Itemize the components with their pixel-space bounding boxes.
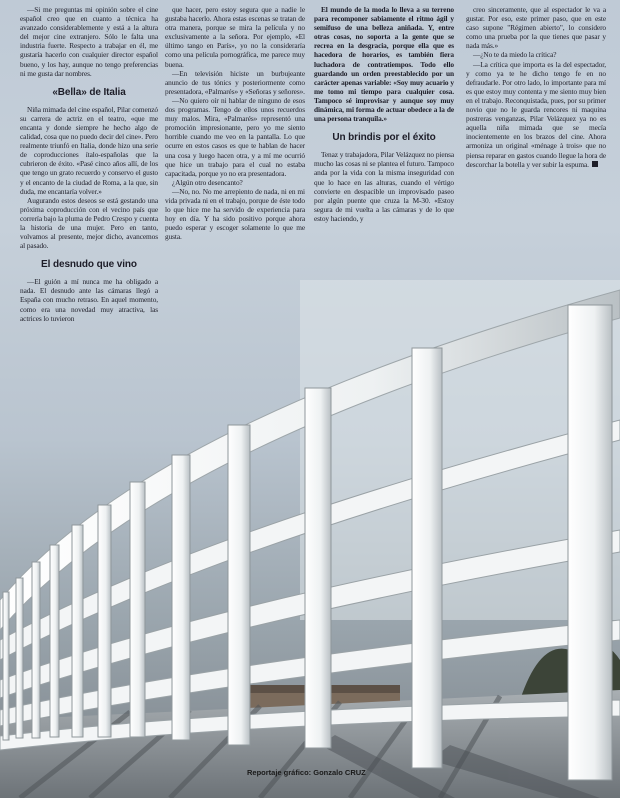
paragraph: Niña mimada del cine español, Pilar comenzó su carrera de actriz en el teatro, «que me encanta y donde siempre he hecho algo de calidad, cosa que no puedo decir del cine». Pero realmente triunfó en Italia, donde hizo una serie de coproducciones ítalo-españolas que la cubrieron de éxito. «Pasé cinco años allí, de los que tengo un grato recuerdo y conservo el gusto y el encanto de la ciudad de Roma, a la que, sin duda, me encantaría volver.» (20, 104, 158, 196)
paragraph: —El guión a mí nunca me ha obligado a nada. El desnudo ante las cámaras llegó a España con mucho retraso. En aquel momento, como era una novedad muy atractiva, las actrices lo tuvieron (20, 277, 158, 323)
paragraph: ¿Algún otro desencanto? (172, 177, 243, 187)
paragraph: Tenaz y trabajadora, Pilar Velázquez no piensa mucho las cosas ni se plantea el futuro. Tampoco anda por la vida con la misma inseguridad con que lo hace en las alturas, cuando el vértigo convierte en despacible un improvisado paseo por algún puente que cruza la M-30. «Estoy segura de mi vuelta a las cámaras y de lo que estoy haciendo, y (314, 150, 454, 223)
paragraph: —Si me preguntas mi opinión sobre el cine español creo que en cuanto a técnica ha avanzado considerablemente y está a la altura del mejor cine extranjero. Sólo le falta una industria fuerte. Respecto a trabajar en él, me gustaría hacerlo con cualquier director español bueno, y los hay, aunque no tengo preferencias ni me gusta dar nombres. (20, 5, 158, 78)
article-column-2 (165, 5, 305, 241)
article-column-3 (314, 5, 454, 223)
paragraph: que hacer, pero estoy segura que a nadie le gustaba hacerlo. Ahora estas escenas se tratan de otra manera, porque se mira la película y no exclusivamente a la señora. Por ejemplo, «El último tango en París», yo no la consideraría como una película pornográfica, me parece muy buena. (165, 5, 305, 69)
paragraph: —En televisión hiciste un burbujeante anuncio de tus tónics y posteriormente como presentadora, «Palmarés» y «Señoras y señores». (165, 68, 305, 96)
end-of-article-mark (592, 161, 598, 167)
paragraph: —No quiero oír ni hablar de ninguno de esos dos programas. Tengo de ellos unos recuerdos muy malos. Mira, «Palmarés» representó una promoción impresionante, pero yo me siento horrible cuando me veo en la pantalla. Lo que ocurre en estos casos es que te hablan de hacer una cosa y luego hacen otra, y a mí me ocurrió que hice un trabajo para el cual no estaba capacitada, porque yo no era presentadora. (165, 95, 305, 178)
paragraph-final (466, 60, 606, 169)
article-column-1 (20, 5, 158, 323)
subheading-el-desnudo-que-vino: El desnudo que vino (41, 259, 137, 271)
paragraph: —No, no. No me arrepiento de nada, ni en mi vida privada ni en el trabajo, porque de éste todo lo que hice me ha servido de experiencia para hoy en día. Y ha sido positivo porque ahora puedo esperar y escoger solamente lo que me gusta. (165, 186, 305, 242)
paragraph: Augurando estos deseos se está gestando una próxima coproducción con el vecino país que correría bajo la pluma de Pedro Crespo y cuenta la historia de una mujer. Pero en tanto, volvamos al presente, mejor dicho, avancemos al pasado. (20, 195, 158, 251)
paragraph: creo sinceramente, que al espectador le va a gustar. Por eso, este primer paso, que en este caso supone "Régimen abierto", lo considero como una prueba por la que tienes que pasar y nada más.» (466, 5, 606, 51)
subheading-un-brindis-por-el-exito: Un brindis por el éxito (332, 132, 436, 144)
paragraph-bold: El mundo de la moda lo lleva a su terreno para recomponer sabiamente el ritmo ágil y semifuso de una belleza aniñada. Y, entre otras cosas, no soporta a la gente que se recrea en la desgracia, porque ella que es hacedora de horarios, es también fiera luchadora de contratiempos. Todo ello guardando un orden preestablecido por un carácter apenas variable: «Soy muy acuario y me tomo mi tiempo para cualquier cosa. Tampoco sé improvisar y aunque soy muy dinámica, mi forma de actuar obedece a la de una persona tranquila.» (314, 5, 454, 124)
paragraph-text: —La crítica que importa es la del espectador, y como ya te he dicho tengo fe en no defraudarle. Por otro lado, lo importante para mí es que estoy muy contenta y me siento muy bien en el trabajo. Reconquistada, pues, por su primer novio que no le guarda rencores ni maquina postreras venganzas, Pilar Velázquez ya no es aquella niña mimada que se mecía inocientemente en los brazos del cine. Ahora armoniza un original «ménage à trois» que no piensa reparar en gastos cuando llegue la hora de descorchar la botella y ver subir la espuma. (466, 59, 606, 169)
subheading-bella-de-italia: «Bella» de Italia (52, 86, 126, 98)
paragraph: —¿No te da miedo la crítica? (473, 50, 557, 60)
photo-credit: Reportaje gráfico: Gonzalo CRUZ (247, 768, 366, 777)
article-column-4 (466, 5, 606, 169)
